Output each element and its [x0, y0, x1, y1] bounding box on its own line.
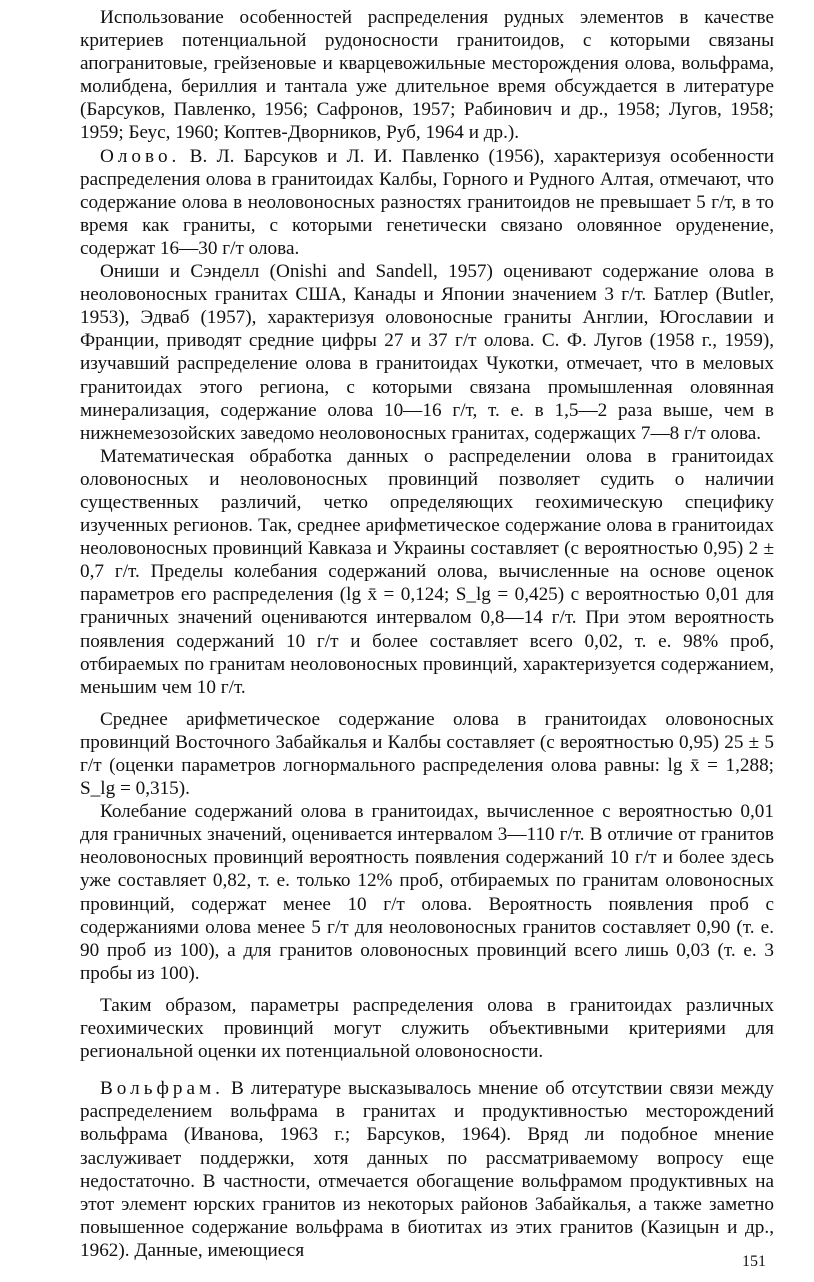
paragraph-math-processing: [80, 445, 774, 699]
paragraph-intro: [80, 6, 774, 145]
paragraph-transbaikalia: [80, 708, 774, 800]
paragraph-text: Таким образом, параметры распределения олова в гранитоидах различных геохимических провинций могут служить объективными критериями для региональной оценки их потенциальной оловоносности.: [80, 994, 774, 1063]
paragraph-tungsten-heading: [80, 1077, 774, 1262]
paragraph-text: В литературе высказывалось мнение об отсутствии связи между распределением вольфрама в гранитах и продуктивностью месторождений вольфрама (Иванова, 1963 г.; Барсуков, 1964). Вряд ли подобное мнение заслуживает поддержки, хотя данных по рассматриваемому вопросу еще недостаточно. В частности, отмечается обогащение вольфрамом продуктивных на этот элемент юрских гранитов из некоторых районов Забайкалья, а также заметно повышенное содержание вольфрама в биотитах из этих гранитов (Казицын и др., 1962). Данные, имеющиеся: [80, 1078, 774, 1261]
paragraph-text: Математическая обработка данных о распределении олова в гранитоидах оловоносных и неоловоносных провинций позволяет судить о наличии существенных различий, четко определяющих геохимическую специфику изученных регионов. Так, среднее арифметическое содержание олова в гранитоидах неоловоносных провинций Кавказа и Украины составляет (с вероятностью 0,95) 2 ± 0,7 г/т. Пределы колебания содержаний олова, вычисленные на основе оценок параметров его распределения (lg x̄ = 0,124; S_lg = 0,425) с вероятностью 0,01 для граничных значений оцениваются интервалом 0,8—14 г/т. При этом вероятность появления содержаний 10 г/т и более составляет всего 0,02, т. е. 98% проб, отбираемых по гранитам неоловоносных провинций, характеризуется содержанием, меньшим чем 10 г/т.: [80, 445, 774, 698]
section-lead-tungsten: Вольфрам.: [100, 1078, 224, 1100]
paragraph-variation: [80, 800, 774, 985]
section-lead-tin: Олово.: [100, 145, 181, 167]
paragraph-text: Использование особенностей распределения рудных элементов в качестве критериев потенциальной рудоносности гранитоидов, с которыми связаны апогранитовые, грейзеновые и кварцевожильные месторождения олова, вольфрама, молибдена, бериллия и тантала уже длительное время обсуждается в литературе (Барсуков, Павленко, 1956; Сафронов, 1957; Рабинович и др., 1958; Лугов, 1958; 1959; Беус, 1960; Коптев-Дворников, Руб, 1964 и др.).: [80, 7, 774, 144]
paragraph-onishi: [80, 260, 774, 445]
page-number: 151: [742, 1253, 766, 1270]
paragraph-text: В. Л. Барсуков и Л. И. Павленко (1956), характеризуя особенности распределения олова в гранитоидах Калбы, Горного и Рудного Алтая, отмечают, что содержание олова в неоловоносных разностях гранитоидов не превышает 5 г/т, в то время как граниты, с которыми генетически связано оловянное оруденение, содержат 16—30 г/т олова.: [80, 145, 774, 259]
paragraph-text: Ониши и Сэнделл (Onishi and Sandell, 1957) оценивают содержание олова в неоловоносных гранитах США, Канады и Японии значением 3 г/т. Батлер (Butler, 1953), Эдваб (1957), характеризуя оловоносные граниты Англии, Югославии и Франции, приводят средние цифры 27 и 37 г/т олова. С. Ф. Лугов (1958 г., 1959), изучавший распределение олова в гранитоидах Чукотки, отмечает, что в меловых гранитоидах этого региона, с которыми связана промышленная оловянная минерализация, содержание олова 10—16 г/т, т. е. в 1,5—2 раза выше, чем в нижнемезозойских заведомо неоловоносных гранитах, содержащих 7—8 г/т олова.: [80, 261, 774, 444]
document-body: [80, 6, 774, 1262]
paragraph-text: Колебание содержаний олова в гранитоидах, вычисленное с вероятностью 0,01 для граничных значений, оценивается интервалом 3—110 г/т. В отличие от гранитов неоловоносных провинций вероятность появления содержаний 10 г/т и более здесь уже составляет 0,82, т. е. только 12% проб, отбираемых по гранитам оловоносных провинций, содержат менее 10 г/т олова. Вероятность появления проб с содержаниями олова менее 5 г/т для неоловоносных гранитов составляет 0,90 (т. е. 90 проб из 100), а для гранитов оловоносных провинций всего лишь 0,03 (т. е. 3 пробы из 100).: [80, 801, 774, 984]
paragraph-conclusion: [80, 994, 774, 1063]
paragraph-text: Среднее арифметическое содержание олова в гранитоидах оловоносных провинций Восточного Забайкалья и Калбы составляет (с вероятностью 0,95) 25 ± 5 г/т (оценки параметров логнормального распределения олова равны: lg x̄ = 1,288; S_lg = 0,315).: [80, 708, 774, 800]
paragraph-tin-heading: [80, 145, 774, 260]
